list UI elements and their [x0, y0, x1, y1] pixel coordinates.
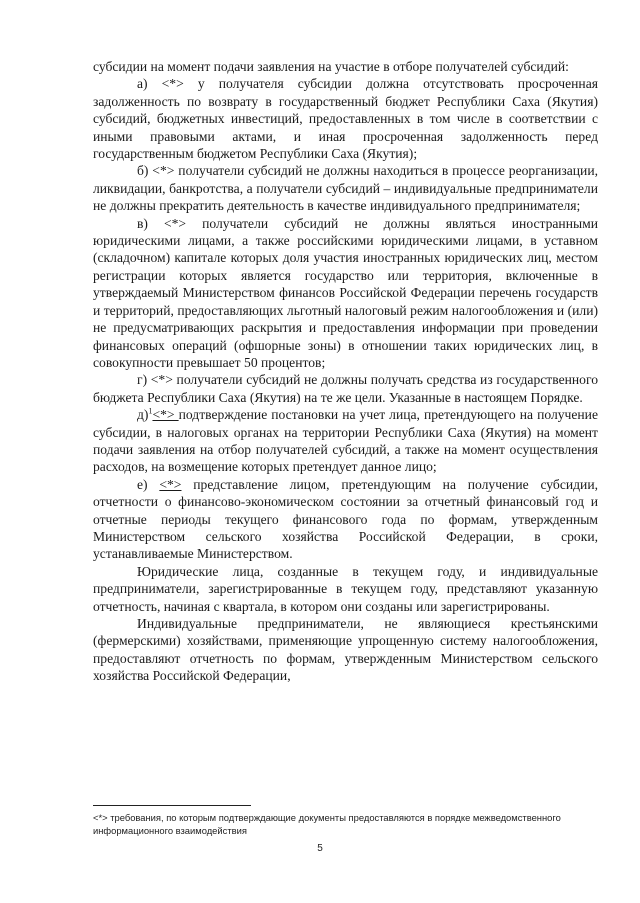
- paragraph-item-g: г) <*> получатели субсидий не должны получать средства из государственного бюджета Республики Саха (Якутия) на те же цели. Указанные в настоящем Порядке.: [93, 372, 598, 405]
- paragraph-item-v: в) <*> получатели субсидий не должны являться иностранными юридическими лицами, а также российскими юридическими лицами, в уставном (складочном) капитале которых доля участия иностранных юридических лиц, местом регистрации которых является государство или территория, включенные в утверждаемый Министерством финансов Российской Федерации перечень государств и территорий, предоставляющих льготный налоговый режим налогообложения и (или) не предусматривающих раскрытия и предоставления информации при проведении финансовых операций (офшорные зоны) в отношении таких юридических лиц, в совокупности превышает 50 процентов;: [93, 215, 598, 370]
- item-d-marker: <*>: [152, 407, 179, 423]
- item-e-prefix: е): [137, 476, 160, 492]
- paragraph-item-b: б) <*> получатели субсидий не должны находиться в процессе реорганизации, ликвидации, банкротства, а получатели субсидий – индивидуальные предприниматели не должны прекратить деятельность в качестве индивидуального предпринимателя;: [93, 163, 598, 214]
- paragraph-item-a: а) <*> у получателя субсидии должна отсутствовать просроченная задолженность по возврату в государственный бюджет Республики Саха (Якутия) субсидий, бюджетных инвестиций, предоставленных в том числе в соответствии с иными правовыми актами, и иная просроченная задолженность перед государственным бюджетом Республики Саха (Якутия);: [93, 76, 598, 162]
- footnote-divider: [93, 805, 251, 806]
- document-body: [93, 58, 598, 685]
- paragraph-individual-entrepreneurs: Индивидуальные предприниматели, не являющиеся крестьянскими (фермерскими) хозяйствами, применяющие упрощенную систему налогообложения, предоставляют отчетность по формам, утвержденным Министерством сельского хозяйства Российской Федерации,: [93, 616, 598, 684]
- page-number: 5: [317, 843, 323, 854]
- paragraph-item-e: [93, 476, 598, 563]
- paragraph-item-d: [93, 406, 598, 476]
- item-d-superscript: 1: [148, 406, 153, 416]
- item-d-prefix: д): [137, 407, 149, 423]
- footnote-text: <*> требования, по которым подтверждающие документы предоставляются в порядке межведомственного информационного взаимодействия: [93, 812, 561, 836]
- paragraph-legal-entities: Юридические лица, созданные в текущем году, и индивидуальные предприниматели, зарегистрированные в текущем году, представляют указанную отчетность, начиная с квартала, в котором они созданы или зарегистрированы.: [93, 563, 598, 614]
- paragraph-continuation: субсидии на момент подачи заявления на участие в отборе получателей субсидий:: [93, 59, 569, 74]
- item-e-text: представление лицом, претендующим на получение субсидии, отчетности о финансово-экономическом состоянии за отчетный финансовый год и отчетные периоды текущего финансового года по формам, утвержденным Министерством сельского хозяйства Российской Федерации, в сроки, устанавливаемые Министерством.: [93, 476, 599, 562]
- item-d-text: подтверждение постановки на учет лица, претендующего на получение субсидии, в налоговых органах на территории Республики Саха (Якутия) на момент подачи заявления на отбор получателей субсидий, а также на момент осуществления расходов, на возмещение которых претендует данное лицо;: [93, 407, 598, 475]
- item-e-marker: <*>: [159, 476, 182, 492]
